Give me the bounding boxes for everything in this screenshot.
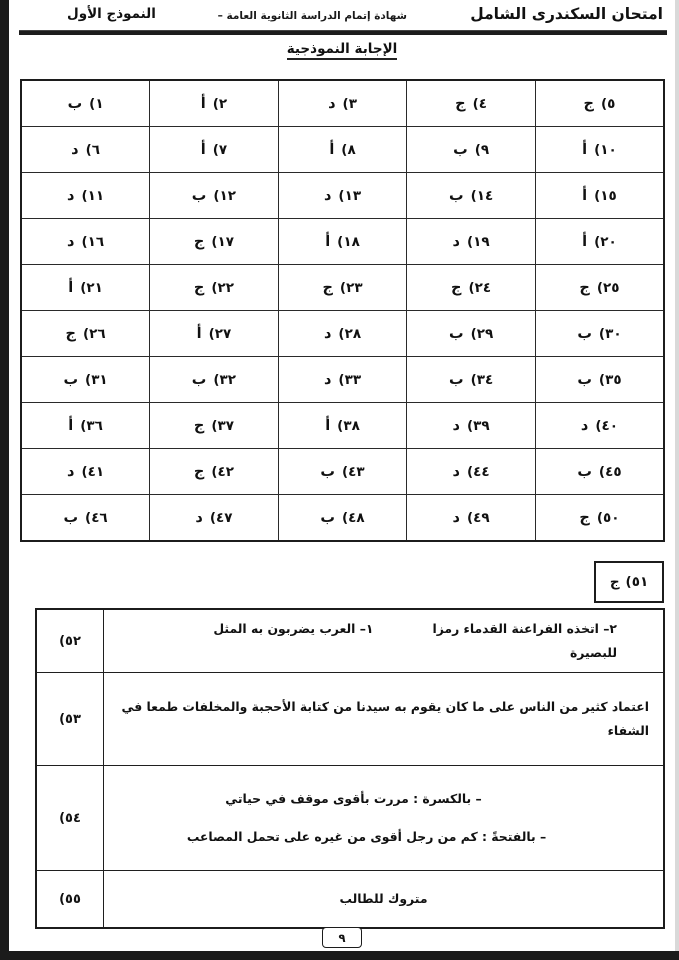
mcq-cell-28 [278,311,407,357]
mcq-cell-21 [21,265,150,311]
mcq-cell-35 [535,357,664,403]
mcq-number: ١) [89,95,104,112]
mcq-answer: ب [448,325,464,342]
mcq-number: ٣٢) [213,371,237,388]
mcq-cell-9 [407,127,536,173]
mcq-answer: ج [579,279,590,296]
mcq-number: ٤٧) [209,509,233,526]
mcq-answer: د [328,95,336,112]
question-53-line-2: الشفاء [607,723,649,739]
mcq-answer: أ [582,187,588,204]
table-row [21,495,664,542]
mcq-answer: د [323,325,332,342]
table-row [21,403,664,449]
mcq-cell-34 [407,357,536,403]
mcq-answer: ب [63,509,79,526]
mcq-answer: ب [577,463,592,480]
table-row [21,449,664,495]
mcq-cell-29 [407,311,536,357]
mcq-cell-49 [407,495,536,542]
mcq-cell-31 [21,357,150,403]
mcq-number: ٧) [212,141,228,158]
mcq-number: ١١) [81,187,105,204]
mcq-number: ٣٣) [338,371,362,388]
mcq-cell-25 [535,265,664,311]
mcq-number: ٣٠) [598,325,622,342]
mcq-number: ١٢) [213,187,237,204]
mcq-cell-13 [278,173,407,219]
question-54-line-2: – بالفتحةً : كم من رجل أقوى من غيره على تحمل المصاعب [186,829,547,845]
mcq-answer: ب [453,141,468,158]
mcq-answer: د [452,417,460,434]
question-54-answer [104,766,665,871]
mcq-cell-46 [21,495,150,542]
mcq-cell-50 [535,495,664,542]
question-53-line-1: اعتماد كثير من الناس على ما كان يقوم به سيدنا من كتابة الأحجبة والمخلفات طمعا في [121,699,649,715]
question-53-answer [104,673,665,766]
mcq-number: ١٠) [594,141,617,158]
mcq-answer: ج [455,95,466,112]
question-54-line-1: – بالكسرة : مررت بأقوى موقف في حياتي [225,791,482,807]
mcq-cell-44 [407,449,536,495]
mcq-cell-6 [21,127,150,173]
mcq-answer: أ [582,233,588,250]
mcq-answer: ب [67,95,83,112]
mcq-number: ٢٧) [208,325,232,342]
mcq-number: ١٩) [467,233,490,250]
mcq-number: ٤٩) [467,509,490,526]
mcq-number: ٢٥) [596,279,620,296]
table-row [21,219,664,265]
mcq-number: ١٨) [337,233,360,250]
mcq-answer: د [452,509,460,526]
mcq-cell-2 [150,80,279,127]
mcq-number: ٤١) [81,463,105,480]
mcq-number: ٥٠) [596,509,620,526]
mcq-answer: د [67,187,75,204]
mcq-cell-18 [278,219,407,265]
mcq-cell-27 [150,311,279,357]
mcq-answer: د [195,509,203,526]
question-52-part-2: ٢– اتخذه الفراعنة القدماء رمزا للبصيرة [432,621,617,661]
mcq-answer: ج [193,417,205,434]
mcq-cell-5 [535,80,664,127]
mcq-cell-37 [150,403,279,449]
mcq-answer: د [323,371,332,388]
question-55-answer [104,871,665,929]
scan-edge-right [675,0,679,960]
mcq-cell-22 [150,265,279,311]
page-title: الإجابة النموذجية [287,41,398,60]
header-divider [19,30,667,35]
mcq-cell-47 [150,495,279,542]
mcq-cell-16 [21,219,150,265]
mcq-cell-4 [407,80,536,127]
certificate-label: شهادة إتمام الدراسة الثانوية العامة – [217,10,407,22]
mcq-answer: د [67,463,75,480]
question-53-number: ٥٣) [36,673,104,766]
mcq-number: ٤) [472,95,488,112]
mcq-cell-43 [278,449,407,495]
question-51-answer: ج [609,574,620,590]
mcq-cell-8 [278,127,407,173]
scan-edge-left [0,0,9,960]
mcq-number: ٣٨) [337,417,360,434]
mcq-cell-1 [21,80,150,127]
document-sheet [9,0,675,951]
mcq-answer: أ [325,417,331,434]
mcq-cell-41 [21,449,150,495]
mcq-number: ١٧) [211,233,234,250]
mcq-number: ٢) [212,95,228,112]
mcq-answer: ب [191,187,207,204]
mcq-answer: أ [200,95,206,112]
mcq-answer: أ [196,325,202,342]
table-row [21,311,664,357]
mcq-answer: أ [68,417,74,434]
mcq-cell-33 [278,357,407,403]
subtitle-container [9,38,675,60]
mcq-cell-14 [407,173,536,219]
mcq-cell-30 [535,311,664,357]
mcq-cell-40 [535,403,664,449]
table-row [21,265,664,311]
question-55-number: ٥٥) [36,871,104,929]
mcq-number: ١٣) [338,187,362,204]
mcq-number: ٣٩) [467,417,490,434]
mcq-number: ٨) [341,141,356,158]
mcq-number: ٤٣) [341,463,365,480]
mcq-cell-42 [150,449,279,495]
mcq-cell-19 [407,219,536,265]
mcq-cell-26 [21,311,150,357]
mcq-answer: ب [448,187,464,204]
question-52-part-1: ١– العرب يضربون به المثل [213,621,374,636]
mcq-cell-39 [407,403,536,449]
table-row [36,609,664,673]
mcq-answer: ب [320,509,335,526]
mcq-answer: أ [582,141,588,158]
mcq-answer: ب [448,371,464,388]
mcq-number: ٣) [342,95,357,112]
mcq-answer: ج [193,233,205,250]
table-row [21,80,664,127]
mcq-answer: د [67,233,75,250]
mcq-answer: د [71,141,79,158]
model-label: النموذج الأول [67,6,156,22]
mcq-number: ٤٥) [598,463,622,480]
mcq-cell-38 [278,403,407,449]
mcq-answer: ج [579,509,590,526]
essay-answers-table [35,608,665,929]
question-51-box [594,561,664,603]
mcq-answer: أ [329,141,335,158]
mcq-answer: ب [191,371,207,388]
mcq-answer: ج [65,325,76,342]
mcq-answer: ب [577,325,592,342]
mcq-number: ١٦) [81,233,105,250]
mcq-cell-45 [535,449,664,495]
mcq-answer: د [323,187,332,204]
mcq-number: ٥) [600,95,616,112]
question-52-answer [104,609,665,673]
mcq-cell-11 [21,173,150,219]
question-52-number: ٥٢) [36,609,104,673]
mcq-number: ٣٥) [598,371,622,388]
mcq-answer-grid [20,79,665,542]
table-row [21,127,664,173]
table-row [36,673,664,766]
mcq-number: ٢٩) [470,325,494,342]
mcq-cell-3 [278,80,407,127]
mcq-cell-24 [407,265,536,311]
mcq-number: ٤٠) [595,417,618,434]
mcq-answer: ب [320,463,335,480]
mcq-number: ٢١) [80,279,103,296]
mcq-answer: ج [451,279,462,296]
page-number-badge: ٩ [322,927,362,948]
mcq-cell-15 [535,173,664,219]
header-row [9,4,675,30]
table-row [21,173,664,219]
mcq-cell-12 [150,173,279,219]
mcq-number: ٢٨) [338,325,362,342]
mcq-number: ٢٠) [594,233,617,250]
question-55-text: متروك للطالب [339,891,428,907]
mcq-number: ١٥) [594,187,617,204]
mcq-number: ٣٧) [211,417,234,434]
mcq-answer: ب [63,371,79,388]
mcq-number: ٤٢) [211,463,234,480]
mcq-cell-10 [535,127,664,173]
mcq-answer: ج [193,463,205,480]
mcq-number: ٢٣) [339,279,363,296]
mcq-cell-20 [535,219,664,265]
mcq-cell-32 [150,357,279,403]
question-54-number: ٥٤) [36,766,104,871]
mcq-number: ٤٤) [467,463,490,480]
mcq-cell-36 [21,403,150,449]
scan-edge-bottom [0,951,679,960]
mcq-cell-7 [150,127,279,173]
mcq-answer: د [452,463,460,480]
mcq-answer: أ [325,233,331,250]
mcq-cell-23 [278,265,407,311]
mcq-answer: ب [577,371,592,388]
table-row [36,766,664,871]
mcq-number: ٢٦) [82,325,106,342]
mcq-number: ٤٦) [85,509,108,526]
mcq-answer: ج [583,95,594,112]
mcq-answer: ج [322,279,333,296]
question-51-number: ٥١) [625,574,649,590]
mcq-answer: د [580,417,589,434]
mcq-answer: ج [193,279,205,296]
mcq-number: ١٤) [470,187,494,204]
mcq-number: ٦) [85,141,100,158]
mcq-number: ٤٨) [341,509,365,526]
mcq-answer: د [452,233,460,250]
mcq-number: ٢٢) [211,279,234,296]
mcq-cell-17 [150,219,279,265]
mcq-number: ٢٤) [468,279,492,296]
table-row [36,871,664,929]
mcq-answer: أ [68,279,74,296]
mcq-cell-48 [278,495,407,542]
mcq-answer: أ [200,141,206,158]
mcq-number: ٣٦) [80,417,103,434]
table-row [21,357,664,403]
mcq-number: ٣١) [85,371,108,388]
mcq-number: ٩) [474,141,490,158]
mcq-number: ٣٤) [470,371,494,388]
exam-title: امتحان السكندرى الشامل [470,5,663,23]
